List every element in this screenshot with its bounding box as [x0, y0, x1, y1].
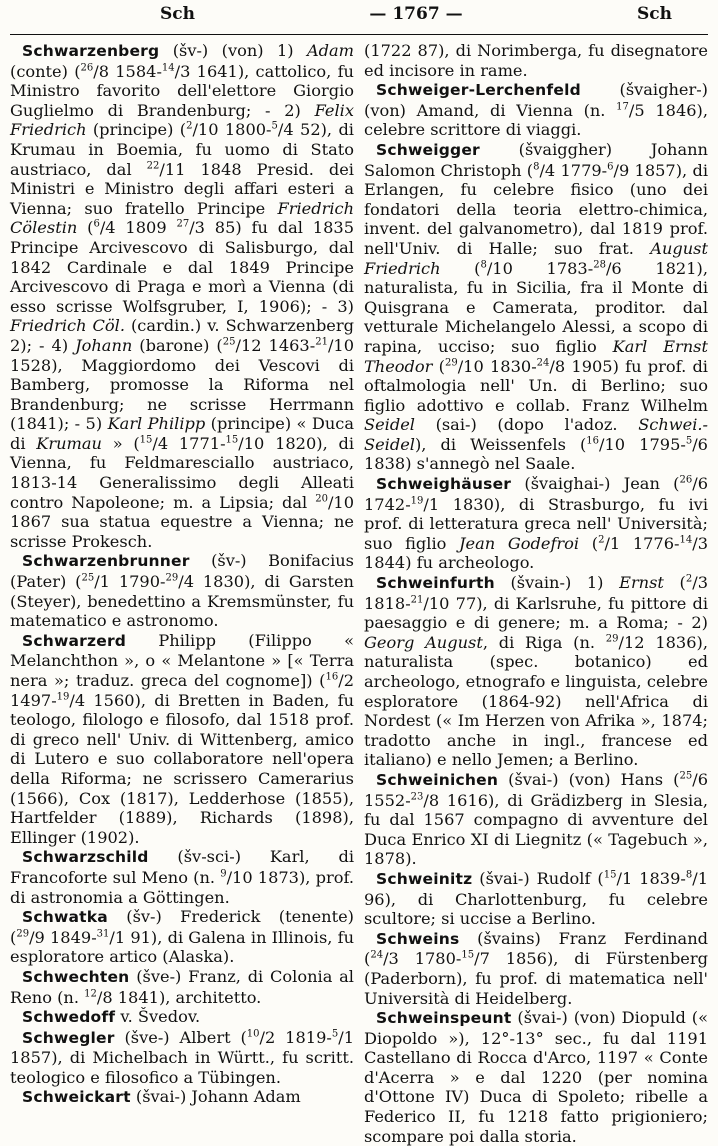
header-right-guide-word: Sch [637, 4, 672, 24]
entry-body: (švai-) Johann Adam [130, 1087, 301, 1107]
entry-headword: Schwarzschild [22, 848, 149, 867]
entry-headword: Schwatka [22, 908, 108, 927]
entry-body: (švain-) 1) Ernst ($^2$/3 1818-$^{21}$/10 77), di Karlsruhe, fu pittore di paesaggio e di genere; m. a Roma; - 2) Georg August, di Riga (n. $^{29}$/12 1836), naturalista (spec. botanico) ed archeologo, etnografo e linguista, celebre esploratore (1864-92) nell'Africa di Nordest (« Im Herzen von Afrika », 1874; tradotto anche in ingl., francese ed italiano) e nello Jemen; a Berlino. [364, 573, 708, 770]
dictionary-entry [364, 80, 708, 140]
dictionary-entry [364, 1008, 708, 1146]
entry-headword: Schweickart [22, 1088, 131, 1107]
entry-body: (šv-) (von) 1) Adam (conte) ($^{26}$/8 1584-$^{14}$/3 1641), cattolico, fu Ministro favorito dell'elettore Giorgio Guglielmo di Brandenburg; - 2) Felix Friedrich (principe) ($^2$/10 1800-$^5$/4 52), di Krumau in Boemia, fu uomo di Stato austriaco, dal $^{22}$/11 1848 Presid. dei Ministri e Ministro degli affari esteri a Vienna; suo fratello Principe Friedrich Cölestin ($^6$/4 1809 $^{27}$/3 85) fu dal 1835 Principe Arcivescovo di Salisburgo, dal 1842 Cardinale e dal 1849 Principe Arcivescovo di Praga e morì a Vienna (di esso scrisse Wolfsgruber, I, 1906); - 3) Friedrich Cöl. (cardin.) v. Schwarzenberg 2); - 4) Johann (barone) ($^{25}$/12 1463-$^{21}$/10 1528), Maggiordomo dei Vescovi di Bamberg, promosse la Riforma nel Brandenburg; ne scrisse Herrmann (1841); - 5) Karl Philipp (principe) « Duca di Krumau » ($^{15}$/4 1771-$^{15}$/10 1820), di Vienna, fu Feldmaresciallo austriaco, 1813-14 Generalissimo degli Alleati contro Napoleone; m. a Lipsia; dal $^{20}$/10 1867 sua statua equestre a Vienna; ne scrisse Prokesch. [10, 41, 354, 551]
entry-headword: Schweigger [376, 140, 480, 159]
columns [10, 41, 708, 1146]
entry-headword: Schweiger-Lerchenfeld [376, 81, 581, 100]
dictionary-entry [364, 41, 708, 80]
dictionary-entry [364, 573, 708, 770]
dictionary-entry [10, 967, 354, 1007]
entry-body: (švains) Franz Ferdinand ($^{24}$/3 1780-$^{15}$/7 1856), di Fürstenberg (Paderborn), fu prof. di matematica nell' Università di Heidelberg. [364, 928, 708, 1008]
entry-body: (šv-sci-) Karl, di Francoforte sul Meno (n. $^9$/10 1873), prof. di astronomia a Göttingen. [10, 847, 354, 907]
entry-body: (šve-) Franz, di Colonia al Reno (n. $^{12}$/8 1841), architetto. [10, 966, 354, 1007]
entry-headword: Schweighäuser [376, 475, 512, 494]
dictionary-entry [364, 929, 708, 1008]
entry-headword: Schweinichen [376, 770, 499, 789]
entry-headword: Schwechten [22, 967, 130, 986]
entry-body: (švai-) (von) Diopuld (« Diopoldo »), 12°-13° sec., fu dal 1191 Castellano di Rocca d'Arco, 1197 « Conte d'Acerra » e dal 1220 (per nomina d'Ottone IV) Duca di Spoleto; ribelle a Federico II, fu 1218 fatto prigioniero; scompare poi dalla storia. [364, 1008, 708, 1146]
entry-headword: Schwarzerd [22, 631, 127, 650]
dictionary-entry [364, 770, 708, 869]
dictionary-entry [10, 847, 354, 907]
left-column [10, 41, 354, 1146]
entry-body: (šv-) Frederick (tenente) ($^{29}$/9 1849-$^{31}$/1 91), di Galena in Illinois, fu esploratore artico (Alaska). [10, 907, 354, 967]
entry-headword: Schwarzenbrunner [22, 552, 190, 571]
dictionary-entry [10, 1007, 354, 1028]
entry-body: v. Švedov. [115, 1007, 201, 1027]
entry-body: (švaiggher) Johann Salomon Christoph ($^8$/4 1779-$^6$/9 1857), di Erlangen, fu celebre fisico (uno dei fondatori della teoria elettro-chimica, invent. del galvanometro), dal 1819 prof. nell'Univ. di Halle; suo frat. August Friedrich ($^8$/10 1783-$^{28}$/6 1821), naturalista, fu in Sicilia, fra il Monte di Quisgrana e Camerata, proditor. dal vetturale Michelangelo Alessi, a scopo di rapina, ucciso; suo figlio Karl Ernst Theodor ($^{29}$/10 1830-$^{24}$/8 1905) fu prof. di oftalmologia nell' Un. di Berlino; suo figlio adottivo e collab. Franz Wilhelm Seidel (sai-) (dopo l'adoz. Schwei.-Seidel), di Weissenfels ($^{16}$/10 1795-$^5$/6 1838) s'annegò nel Saale. [364, 139, 708, 474]
entry-headword: Schwegler [22, 1028, 115, 1047]
dictionary-entry [364, 474, 708, 573]
entry-body: (šv-) Bonifacius (Pater) ($^{25}$/1 1790-$^{29}$/4 1830), di Garsten (Steyer), benedettino a Kremsmünster, fu matematico e astronomo. [10, 551, 354, 631]
entry-body: (1722 87), di Norimberga, fu disegnatore ed incisore in rame. [364, 41, 708, 80]
entry-headword: Schwarzenberg [22, 42, 160, 60]
entry-body: (švai-) (von) Hans ($^{25}$/6 1552-$^{23}$/8 1616), di Grädizberg in Slesia, fu dal 1567 compagno di avventure del Duca Enrico XI di Liegnitz (« Tagebuch », 1878). [364, 769, 708, 869]
dictionary-entry [364, 140, 708, 474]
entry-headword: Schwedoff [22, 1008, 116, 1027]
entry-body: (švaigher-) (von) Amand, di Vienna (n. $^{17}$/5 1846), celebre scrittore di viaggi. [364, 80, 708, 140]
page-number: — 1767 — [369, 4, 463, 24]
dictionary-entry [10, 1028, 354, 1088]
entry-headword: Schweinspeunt [376, 1009, 512, 1028]
right-column [364, 41, 708, 1146]
dictionary-entry [10, 551, 354, 630]
header-left-guide-word: Sch [160, 4, 195, 24]
entry-headword: Schweins [376, 929, 460, 948]
entry-headword: Schweinfurth [376, 574, 495, 593]
dictionary-entry [364, 869, 708, 929]
entry-body: (švai-) Rudolf ($^{15}$/1 1839-$^8$/1 96), di Charlottenburg, fu celebre scultore; si uccise a Berlino. [364, 868, 708, 929]
dictionary-entry [10, 631, 354, 848]
entry-body: (švaighai-) Jean ($^{26}$/6 1742-$^{19}$/1 1830), di Strasburgo, fu ivi prof. di letteratura greca nell' Università; suo figlio Jean Godefroi ($^2$/1 1776-$^{14}$/3 1844) fu archeologo. [364, 474, 708, 573]
entry-body: (šve-) Albert ($^{10}$/2 1819-$^5$/1 1857), di Michelbach in Württ., fu scritt. teologico e filosofico a Tübingen. [10, 1027, 354, 1087]
entry-headword: Schweinitz [376, 869, 473, 888]
dictionary-entry [10, 907, 354, 967]
entry-body: Philipp (Filippo « Melanchthon », o « Melantone » [« Terra nera »; traduz. greca del cognome]) ($^{16}$/2 1497-$^{19}$/4 1560), di Bretten in Baden, fu teologo, filologo e filosofo, dal 1518 prof. di greco nell' Univ. di Wittenberg, amico di Lutero e suo collaboratore nell'opera della Riforma; ne scrissero Camerarius (1566), Cox (1817), Ledderhose (1855), Hartfelder (1889), Richards (1898), Ellinger (1902). [10, 630, 354, 847]
dictionary-entry [10, 41, 354, 551]
running-header [10, 4, 708, 35]
dictionary-entry [10, 1087, 354, 1108]
